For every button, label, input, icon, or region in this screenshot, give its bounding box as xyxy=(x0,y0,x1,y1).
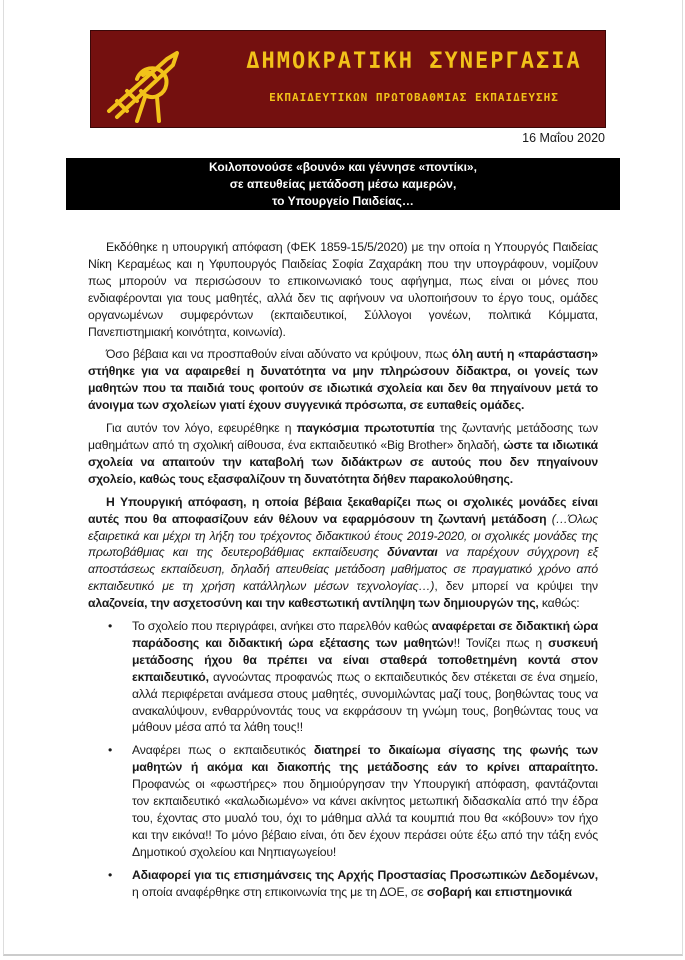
paragraph xyxy=(88,346,598,414)
document-title xyxy=(66,158,620,210)
paragraph xyxy=(88,420,598,488)
document-body xyxy=(88,239,598,907)
text-run: !! Τονίζει πως η xyxy=(453,635,549,650)
text-run: καθώς: xyxy=(538,596,580,611)
paragraph xyxy=(88,494,598,612)
text-run: η οποία αναφέρθηκε στη επικοινωνία της με τη ΔΟΕ, σε xyxy=(132,884,427,899)
bullet-item xyxy=(108,618,598,736)
text-run: όλη αυτή η «παράσταση» στήθηκε για να αφαιρεθεί η δυνατότητα να μην πληρώσουν δίδακτρα, οι γονείς των μαθητών που τα παιδιά τους φοιτούν σε ιδιωτικά σχολεία και δεν θα πηγαίνουν μετά το άνοιγμα των σχολείων γιατί έχουν συγγενικά πρόσωπα, σε ευπαθείς ομάδες. xyxy=(88,347,598,413)
bullet-list xyxy=(88,618,598,901)
text-run: Η Υπουργική απόφαση, η οποία βέβαια ξεκαθαρίζει πως οι σχολικές μονάδες είναι αυτές που θα αποφασίζουν εάν θέλουν να εφαρμόσουν τη ζωντανή μετάδοση xyxy=(88,494,598,526)
text-run: διατηρεί το δικαίωμα σίγασης της φωνής των μαθητών ή ακόμα και διακοπής της μετάδοσης εάν το κρίνει απαραίτητο. xyxy=(132,743,598,775)
text-run: Αναφέρει πως ο εκπαιδευτικός xyxy=(132,743,314,758)
text-run: συσκευή μετάδοσης ήχου θα πρέπει να είναι σταθερά τοποθετημένη κοντά στον εκπαιδευτικό, xyxy=(132,635,598,684)
text-run: Προφανώς οι «φωστήρες» που δημιούργησαν την Υπουργική απόφαση, φαντάζονται τον εκπαιδευτικό «καλωδιωμένο» να κάνει ακίνητος μετωπική διδασκαλία από την έδρα του, έχοντας στο μυαλό του, όχι το μάθημα αλλά τα κουμπιά που θα «κόβουν» τον ήχο και την εικόνα!! Το μόνο βέβαιο είναι, ότι δεν έχουν περάσει ούτε έξω από την τάξη ενός Δημοτικού σχολείου και Νηπιαγωγείου! xyxy=(132,777,598,859)
text-run: Το σχολείο που περιγράφει, ανήκει στο παρελθόν καθώς xyxy=(132,619,432,634)
title-line: το Υπουργείο Παιδείας… xyxy=(272,194,414,208)
fist-pencil-logo-icon xyxy=(97,39,227,123)
text-run: (…Όλως εξαιρετικά και μέχρι τη λήξη του τρέχοντος διδακτικού έτους 2019-2020, οι σχολικές μονάδες της πρωτοβάθμιας και της δευτεροβάθμιας εκπαίδευσης xyxy=(88,511,598,560)
text-run: παγκόσμια πρωτοτυπία xyxy=(296,421,435,436)
bullet-item xyxy=(108,867,598,901)
bullet-item xyxy=(108,742,598,860)
text-run: Αδιαφορεί για τις επισημάνσεις της Αρχής Προστασίας Προσωπικών Δεδομένων, xyxy=(132,867,598,882)
document-date: 16 Μαΐου 2020 xyxy=(522,131,605,145)
text-run: σοβαρή και επιστημονικά xyxy=(426,884,572,899)
text-run: Εκδόθηκε η υπουργική απόφαση (ΦΕΚ 1859-15/5/2020) με την οποία η Υπουργός Παιδείας Νίκη Κεραμέως και η Υφυπουργός Παιδείας Σοφία Ζαχαράκη που την υπογράφουν, νομίζουν πως μπορούν να περισώσουν το επικοινωνιακό τους αφήγημα, πως είναι οι μόνες που ενδιαφέρονται για τους μαθητές, αλλά δεν τις αφήνουν να υλοποιήσουν το έργο τους, ομάδες οργανωμένων συμφερόντων (εκπαιδευτικοί, Σύλλογοι γονέων, πολιτικά Κόμματα, Πανεπιστημιακή κοινότητα, κοινωνία). xyxy=(88,240,598,339)
paragraph xyxy=(88,239,598,340)
title-line: σε απευθείας μετάδοση μέσω καμερών, xyxy=(229,177,457,191)
text-run: αγνοώντας προφανώς πως ο εκπαιδευτικός δεν στέκεται σε ένα σημείο, αλλά περιφέρεται ανάμεσα στους μαθητές, συνομιλώντας μαζί τους, βοηθώντας τους να ανακαλύψουν, ενθαρρύνοντάς τους να εκφράσουν τη γνώμη τους, βοηθώντας τους να μάθουν μέσα από τα λάθη τους!! xyxy=(132,669,598,735)
text-run: αλαζονεία, την ασχετοσύνη και την καθεστωτική αντίληψη των δημιουργών της, xyxy=(88,596,539,611)
text-run: , δεν μπορεί να κρύψει την xyxy=(434,579,598,594)
org-name: ΔΗΜΟΚΡΑΤΙΚΗ ΣΥΝΕΡΓΑΣΙΑ xyxy=(246,49,582,74)
bullet-icon: • xyxy=(108,619,113,634)
text-run: δύνανται xyxy=(387,545,438,560)
text-run: να παρέχουν σύγχρονη εξ αποστάσεως εκπαίδευση, δηλαδή απευθείας μετάδοση μαθήματος σε πραγματικό χρόνο από εκπαιδευτικό με τη χρήση κατάλληλων μέσων τεχνολογίας…) xyxy=(88,545,598,594)
bullet-icon: • xyxy=(108,867,113,882)
text-run: της ζωντανής μετάδοσης των μαθημάτων από τη σχολική αίθουσα, ένα εκπαιδευτικό «Big Brother» δηλαδή, xyxy=(88,421,598,452)
paragraphs xyxy=(88,239,598,612)
text-run xyxy=(387,545,437,559)
text-run: αναφέρεται σε διδακτική ώρα παράδοσης και διδακτική ώρα εξέτασης των μαθητών xyxy=(132,619,598,650)
text-run: Για αυτόν τον λόγο, εφευρέθηκε η xyxy=(106,421,297,436)
bullet-icon: • xyxy=(108,743,113,758)
org-subtitle: ΕΚΠΑΙΔΕΥΤΙΚΩΝ ΠΡΩΤΟΒΑΘΜΙΑΣ ΕΚΠΑΙΔΕΥΣΗΣ xyxy=(269,91,559,104)
title-line: Κοιλοπονούσε «βουνό» και γέννησε «ποντίκι», xyxy=(209,160,477,174)
text-run: ώστε τα ιδιωτικά σχολεία να απαιτούν την καταβολή των διδάκτρων σε αυτούς που δεν πηγαίνουν σχολείο, καθώς τους εξασφαλίζουν τη δυνατότητα δήθεν παρακολούθησης. xyxy=(88,437,598,486)
header-banner xyxy=(90,30,606,128)
text-run: Όσο βέβαια και να προσπαθούν είναι αδύνατο να κρύψουν, πως xyxy=(106,347,452,362)
